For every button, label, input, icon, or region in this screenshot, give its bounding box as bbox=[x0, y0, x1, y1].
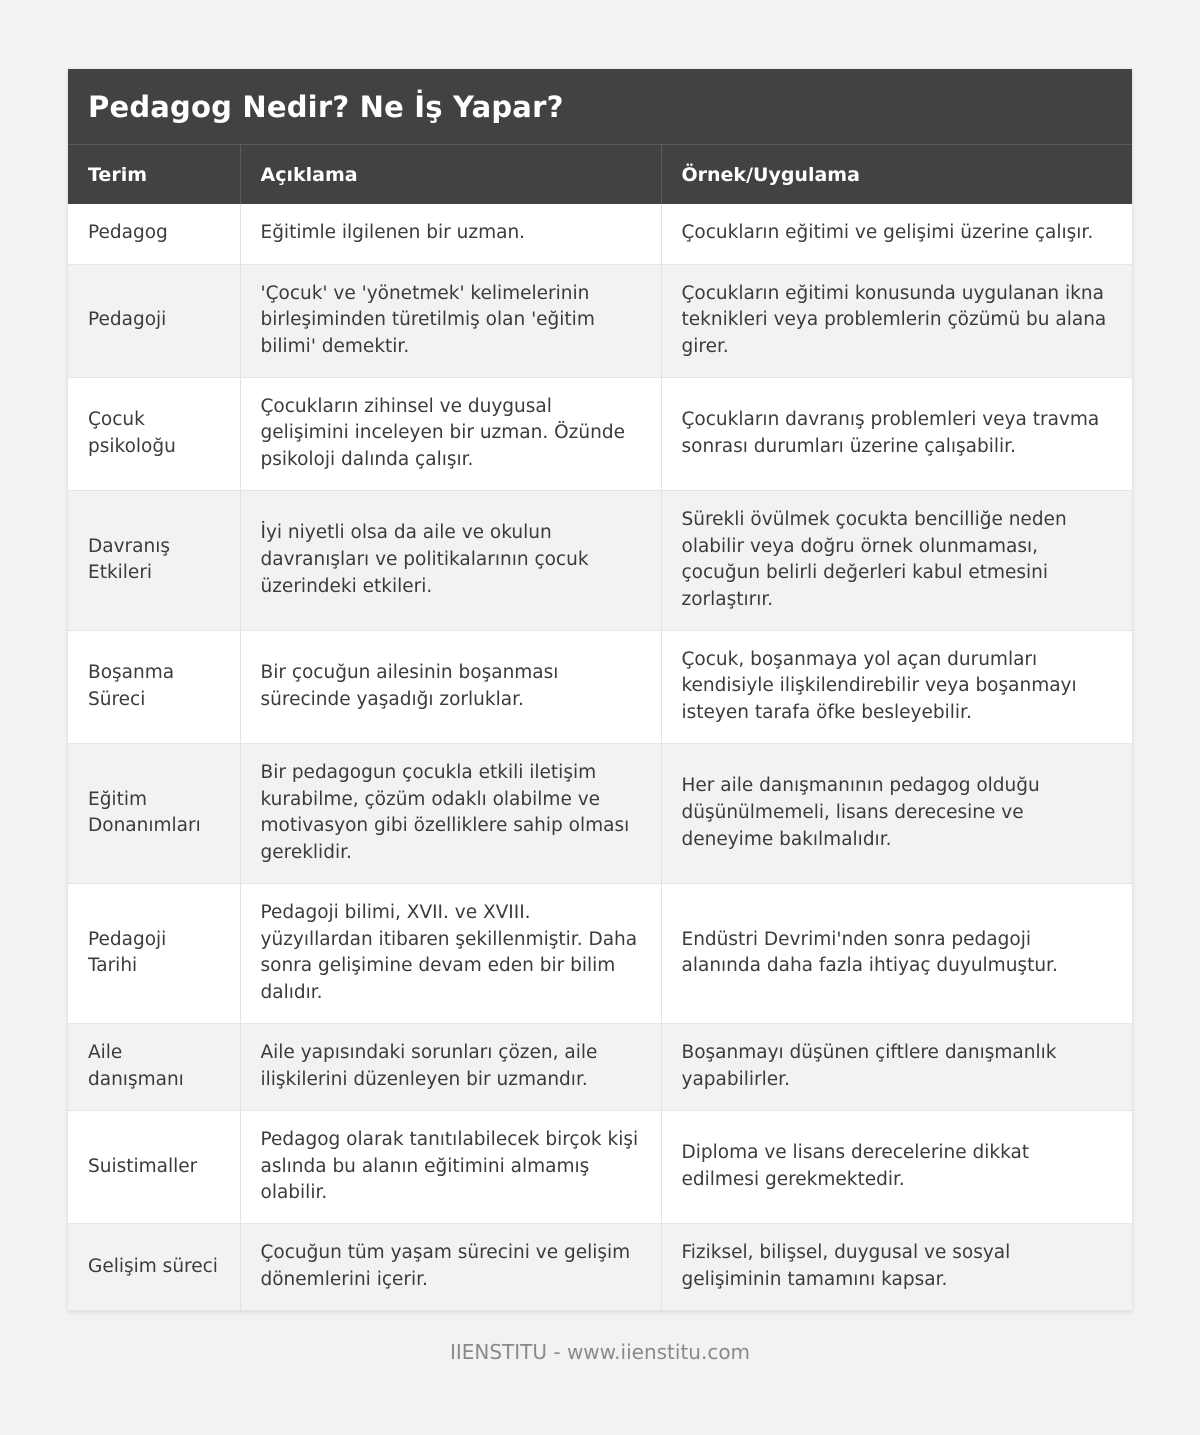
cell-example: Sürekli övülmek çocukta bencilliğe neden olabilir veya doğru örnek olunmaması, çocuğun belirli değerleri kabul etmesini zorlaştırır. bbox=[661, 490, 1132, 630]
cell-description: Bir pedagogun çocukla etkili iletişim kurabilme, çözüm odaklı olabilme ve motivasyon gibi özelliklere sahip olması gereklidir. bbox=[240, 743, 661, 883]
cell-example: Her aile danışmanının pedagog olduğu düşünülmemeli, lisans derecesine ve deneyime bakılmalıdır. bbox=[661, 743, 1132, 883]
column-header-description: Açıklama bbox=[240, 145, 661, 204]
cell-term: Davranış Etkileri bbox=[68, 490, 240, 630]
table-row bbox=[68, 883, 1132, 1023]
table-row bbox=[68, 377, 1132, 490]
cell-term: Suistimaller bbox=[68, 1110, 240, 1223]
cell-term: Gelişim süreci bbox=[68, 1223, 240, 1310]
cell-term: Pedagoji bbox=[68, 264, 240, 377]
cell-description: Aile yapısındaki sorunları çözen, aile ilişkilerini düzenleyen bir uzmandır. bbox=[240, 1023, 661, 1110]
cell-term: Boşanma Süreci bbox=[68, 630, 240, 743]
data-table bbox=[68, 145, 1132, 1311]
table-row bbox=[68, 1223, 1132, 1310]
table-row bbox=[68, 1023, 1132, 1110]
cell-term: Aile danışmanı bbox=[68, 1023, 240, 1110]
cell-description: 'Çocuk' ve 'yönetmek' kelimelerinin birleşiminden türetilmiş olan 'eğitim bilimi' demektir. bbox=[240, 264, 661, 377]
cell-description: İyi niyetli olsa da aile ve okulun davranışları ve politikalarının çocuk üzerindeki etkileri. bbox=[240, 490, 661, 630]
table-row bbox=[68, 264, 1132, 377]
table-row bbox=[68, 630, 1132, 743]
title-bar bbox=[68, 69, 1132, 145]
table-card bbox=[68, 69, 1132, 1311]
cell-example: Çocukların davranış problemleri veya travma sonrası durumları üzerine çalışabilir. bbox=[661, 377, 1132, 490]
header-row bbox=[68, 145, 1132, 204]
cell-example: Endüstri Devrimi'nden sonra pedagoji alanında daha fazla ihtiyaç duyulmuştur. bbox=[661, 883, 1132, 1023]
cell-term: Eğitim Donanımları bbox=[68, 743, 240, 883]
cell-example: Çocukların eğitimi konusunda uygulanan ikna teknikleri veya problemlerin çözümü bu alana girer. bbox=[661, 264, 1132, 377]
cell-term: Pedagog bbox=[68, 204, 240, 264]
table-row bbox=[68, 1110, 1132, 1223]
cell-description: Pedagog olarak tanıtılabilecek birçok kişi aslında bu alanın eğitimini almamış olabilir. bbox=[240, 1110, 661, 1223]
column-header-term: Terim bbox=[68, 145, 240, 204]
cell-description: Bir çocuğun ailesinin boşanması sürecinde yaşadığı zorluklar. bbox=[240, 630, 661, 743]
cell-description: Eğitimle ilgilenen bir uzman. bbox=[240, 204, 661, 264]
cell-description: Pedagoji bilimi, XVII. ve XVIII. yüzyıllardan itibaren şekillenmiştir. Daha sonra gelişimine devam eden bir bilim dalıdır. bbox=[240, 883, 661, 1023]
cell-example: Çocukların eğitimi ve gelişimi üzerine çalışır. bbox=[661, 204, 1132, 264]
column-header-example: Örnek/Uygulama bbox=[661, 145, 1132, 204]
table-row bbox=[68, 204, 1132, 264]
table-row bbox=[68, 743, 1132, 883]
cell-example: Fiziksel, bilişsel, duygusal ve sosyal gelişiminin tamamını kapsar. bbox=[661, 1223, 1132, 1310]
cell-description: Çocuğun tüm yaşam sürecini ve gelişim dönemlerini içerir. bbox=[240, 1223, 661, 1310]
footer-credit: IIENSTITU - www.iienstitu.com bbox=[449, 1340, 751, 1364]
cell-example: Diploma ve lisans derecelerine dikkat edilmesi gerekmektedir. bbox=[661, 1110, 1132, 1223]
cell-term: Çocuk psikoloğu bbox=[68, 377, 240, 490]
cell-example: Boşanmayı düşünen çiftlere danışmanlık yapabilirler. bbox=[661, 1023, 1132, 1110]
cell-term: Pedagoji Tarihi bbox=[68, 883, 240, 1023]
page-title: Pedagog Nedir? Ne İş Yapar? bbox=[88, 89, 564, 124]
cell-description: Çocukların zihinsel ve duygusal gelişimini inceleyen bir uzman. Özünde psikoloji dalında çalışır. bbox=[240, 377, 661, 490]
cell-example: Çocuk, boşanmaya yol açan durumları kendisiyle ilişkilendirebilir veya boşanmayı isteyen tarafa öfke besleyebilir. bbox=[661, 630, 1132, 743]
table-row bbox=[68, 490, 1132, 630]
